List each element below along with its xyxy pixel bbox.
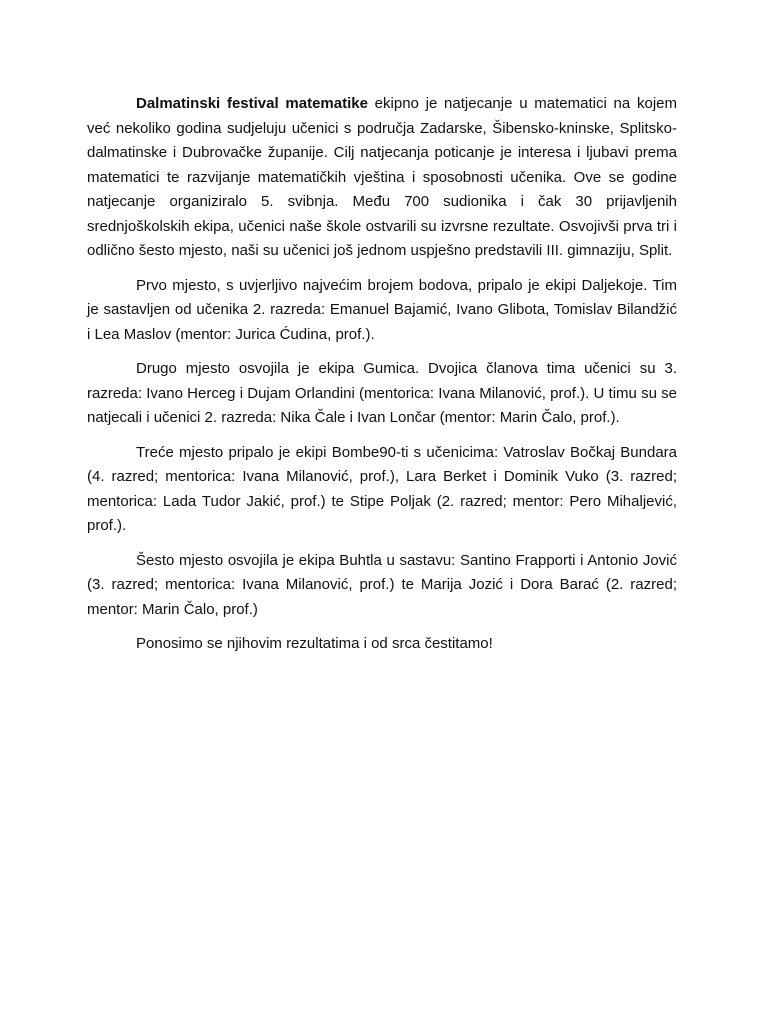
closing-paragraph: Ponosimo se njihovim rezultatima i od srca čestitamo! (136, 635, 493, 652)
first-place-paragraph: Prvo mjesto, s uvjerljivo najvećim brojem bodova, pripalo je ekipi Daljekoje. Tim je sastavljen od učenika 2. razreda: Emanuel Bajamić, Ivano Glibota, Tomislav Bilandžić i Lea Maslov (mentor: Jurica Ćudina, prof.). (87, 276, 677, 343)
third-place-paragraph: Treće mjesto pripalo je ekipi Bombe90-ti s učenicima: Vatroslav Bočkaj Bundara (4. razred; mentorica: Ivana Milanović, prof.), Lara Berket i Dominik Vuko (3. razred; mentorica: Lada Tudor Jakić, prof.) te Stipe Poljak (2. razred; mentor: Pero Mihaljević, prof.). (87, 443, 677, 534)
second-place-paragraph: Drugo mjesto osvojila je ekipa Gumica. Dvojica članova tima učenici su 3. razreda: Ivano Herceg i Dujam Orlandini (mentorica: Ivana Milanović, prof.). U timu su se natjecali i učenici 2. razreda: Nika Čale i Ivan Lončar (mentor: Marin Čalo, prof.). (87, 360, 677, 426)
intro-paragraph (87, 92, 677, 264)
festival-title: Dalmatinski festival matematike (136, 95, 368, 112)
document-page (87, 92, 677, 667)
sixth-place-paragraph: Šesto mjesto osvojila je ekipa Buhtla u sastavu: Santino Frapporti i Antonio Jović (3. razred; mentorica: Ivana Milanović, prof.) te Marija Jozić i Dora Barać (2. razred; mentor: Marin Čalo, prof.) (87, 551, 677, 618)
intro-text: ekipno je natjecanje u matematici na kojem već nekoliko godina sudjeluju učenici s područja Zadarske, Šibensko-kninske, Splitsko-dalmatinske i Dubrovačke županije. Cilj natjecanja poticanje je interesa i ljubavi prema matematici te razvijanje matematičkih vještina i sposobnosti učenika. Ove se godine natjecanje organiziralo 5. svibnja. Među 700 sudionika i čak 30 prijavljenih srednjoškolskih ekipa, učenici naše škole ostvarili su izvrsne rezultate. Osvojivši prva tri i odlično šesto mjesto, naši su učenici još jednom uspješno predstavili III. gimnaziju, Split. (87, 95, 677, 259)
